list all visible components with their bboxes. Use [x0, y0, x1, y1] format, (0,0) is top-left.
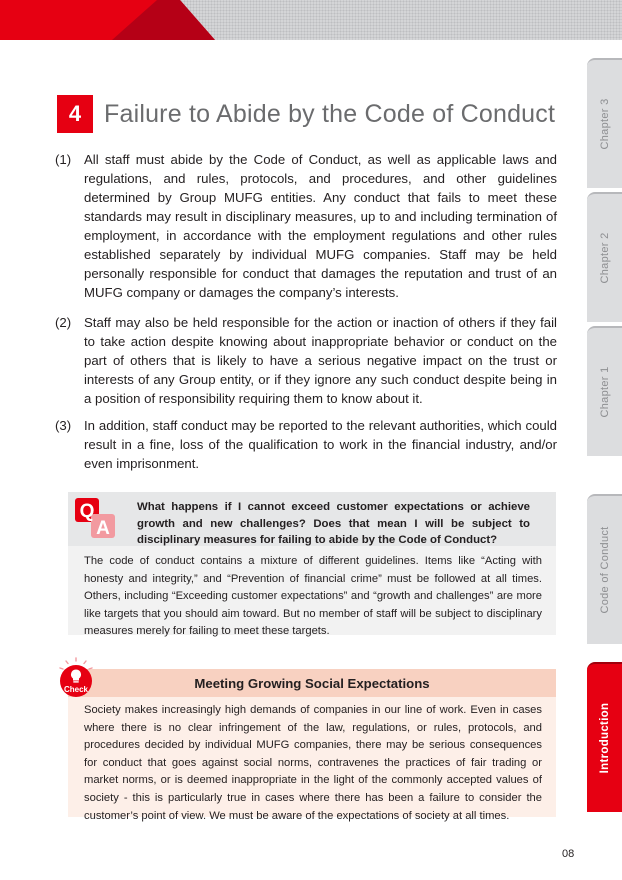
- paragraph-text: All staff must abide by the Code of Conduct, as well as applicable laws and regulations, and rules, protocols, and procedures, and other guidelines determined by Group MUFG entities. Any conduct that fails to meet these standards may result in disciplinary measures, up to and including termination of employment, in accordance with the employment regulations and other rules established separately by individual MUFG companies. Staff may be held personally responsible for conduct that damages the reputation and trust of an MUFG company or damages the company’s interests.: [84, 152, 557, 300]
- paragraph-2: [55, 313, 557, 408]
- page-number: 08: [562, 848, 575, 860]
- tab-label: Chapter 3: [598, 98, 611, 150]
- paragraph-number: (2): [55, 315, 72, 330]
- tab-introduction[interactable]: [587, 662, 622, 812]
- tab-code-of-conduct[interactable]: [587, 494, 622, 644]
- lightbulb-check-icon: [56, 657, 96, 699]
- qa-icon: [74, 497, 116, 539]
- tab-label: Code of Conduct: [598, 526, 611, 614]
- qa-answer: The code of conduct contains a mixture of different guidelines. Items like “Acting with honesty and integrity,” and “Prevention of financial crime” must be followed at all times. Others, including “Exceeding customer expectations” and “growth and challenges” are more like targets that you should aim toward. But no member of staff will be subject to disciplinary measures merely for failing to meet these targets.: [84, 555, 542, 637]
- paragraph-text: In addition, staff conduct may be reported to the relevant authorities, which could result in a fine, loss of the qualification to work in the financial industry, and/or even imprisonment.: [84, 418, 557, 471]
- qa-question: What happens if I cannot exceed customer expectations or achieve growth and new challenges? Does that mean I will be subject to disciplinary measures for failing to abide by the Code of Conduct?: [137, 501, 530, 546]
- qa-icon-q: Q: [79, 501, 95, 522]
- tab-chapter-2[interactable]: [587, 192, 622, 322]
- section-number-badge: 4: [57, 95, 93, 133]
- tab-label: Chapter 1: [598, 366, 611, 418]
- paragraph-number: (1): [55, 152, 72, 167]
- paragraph-text: Staff may also be held responsible for the action or inaction of others if they fail to take action despite knowing about inappropriate behavior or conduct on the part of others that is likely to have a serious negative impact on the trust or interests of any Group entity, or if they ignore any such conduct despite being in a position of responsibility requiring them to know about it.: [84, 315, 557, 406]
- paragraph-1: [55, 150, 557, 302]
- check-text: Society makes increasingly high demands of companies in our line of work. Even in cases where there is no clear infringement of the law, regulations, or rules, protocols, and procedures decided by individual MUFG companies, there may be serious consequences for conduct that goes against social norms, contravenes the practices of fair trading or market norms, or is deemed inappropriate in the light of the commonly accepted values of society - this is particularly true in cases where there has been a failure to consider the customer’s point of view. We must be aware of the expectations of society at all times.: [84, 704, 542, 822]
- tab-chapter-1[interactable]: [587, 326, 622, 456]
- paragraph-3: [55, 416, 557, 473]
- qa-icon-a: A: [96, 518, 110, 539]
- tab-label: Introduction: [598, 702, 611, 774]
- top-banner: [0, 0, 622, 40]
- section-heading: [57, 95, 555, 133]
- check-badge-label: Check: [63, 685, 89, 694]
- tab-label: Chapter 2: [598, 232, 611, 284]
- check-title: Meeting Growing Social Expectations: [194, 675, 430, 691]
- paragraph-number: (3): [55, 418, 72, 433]
- section-title: Failure to Abide by the Code of Conduct: [104, 99, 556, 128]
- tab-chapter-3[interactable]: [587, 58, 622, 188]
